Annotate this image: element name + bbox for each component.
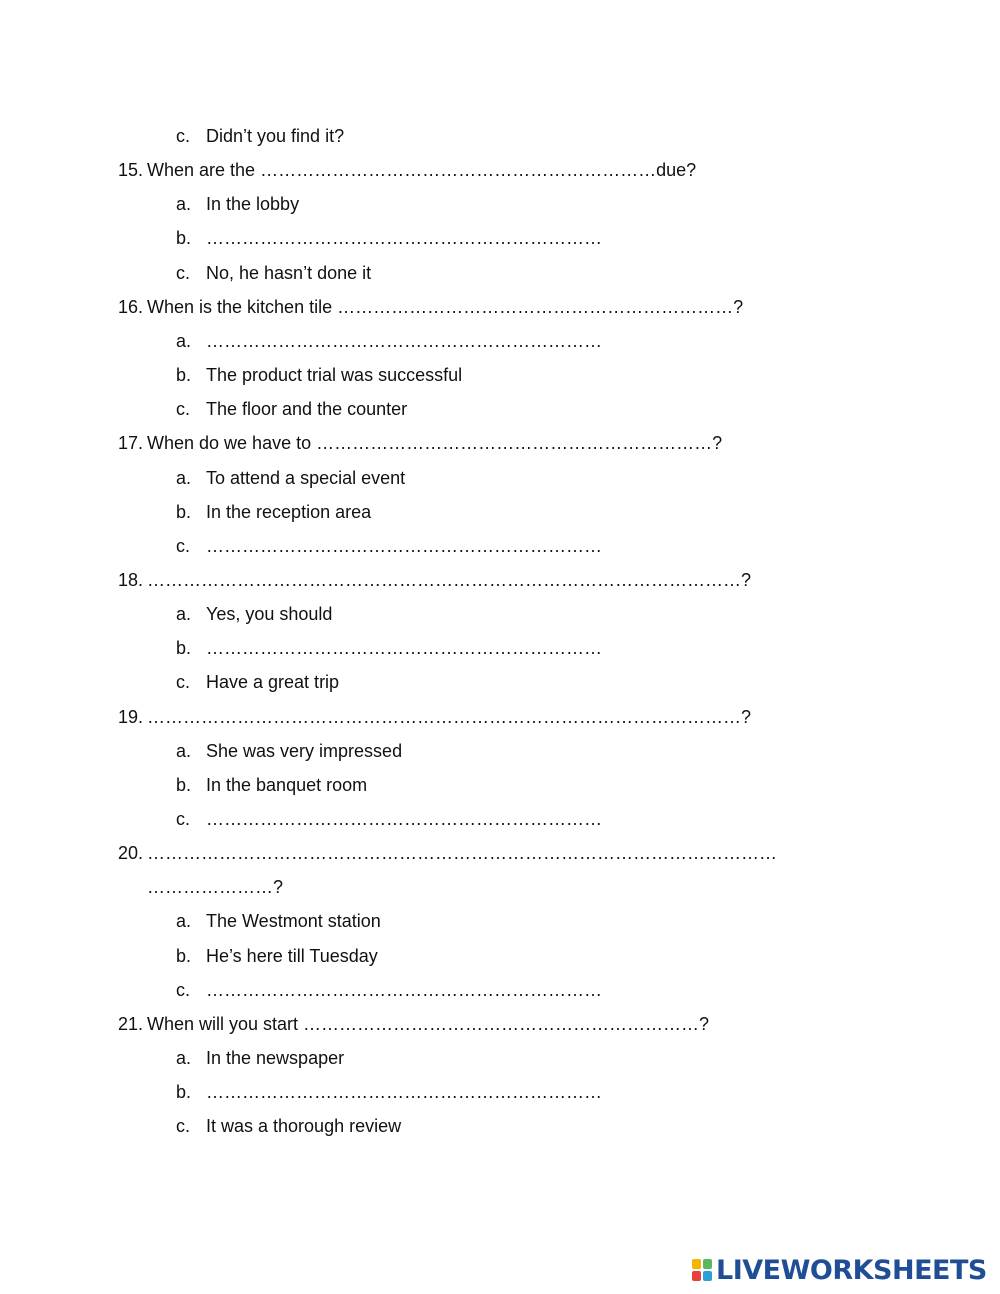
question-text: When will you start …………………………………………………………? bbox=[147, 1014, 710, 1034]
question-text: When is the kitchen tile …………………………………………………………? bbox=[147, 297, 744, 317]
question-text-continued: …………………? bbox=[147, 877, 284, 897]
option-text: ………………………………………………………… bbox=[206, 1082, 602, 1102]
option-letter: b. bbox=[176, 502, 192, 522]
option-letter: c. bbox=[176, 809, 191, 829]
option-letter: a. bbox=[176, 1048, 192, 1068]
option-text: ………………………………………………………… bbox=[206, 809, 602, 829]
answer-option bbox=[0, 364, 1000, 386]
logo-square-icon bbox=[692, 1259, 701, 1269]
answer-option bbox=[0, 262, 1000, 284]
option-text: ………………………………………………………… bbox=[206, 980, 602, 1000]
answer-option bbox=[0, 808, 1000, 830]
answer-option bbox=[0, 1081, 1000, 1103]
question-number: 16. bbox=[118, 297, 144, 317]
option-letter: b. bbox=[176, 365, 192, 385]
option-letter: a. bbox=[176, 331, 192, 351]
logo-square-icon bbox=[703, 1271, 712, 1281]
answer-option bbox=[0, 740, 1000, 762]
answer-option bbox=[0, 637, 1000, 659]
question-15 bbox=[0, 159, 1000, 181]
answer-option bbox=[0, 125, 1000, 147]
option-text: Yes, you should bbox=[206, 604, 333, 624]
option-text: ………………………………………………………… bbox=[206, 331, 602, 351]
answer-option bbox=[0, 945, 1000, 967]
answer-option bbox=[0, 193, 1000, 215]
question-20 bbox=[0, 842, 1000, 864]
question-number: 17. bbox=[118, 433, 144, 453]
logo-text: LIVEWORKSHEETS bbox=[716, 1254, 987, 1286]
question-text: …………………………………………………………………………………………… bbox=[147, 843, 777, 863]
answer-option bbox=[0, 603, 1000, 625]
liveworksheets-logo bbox=[692, 1255, 987, 1285]
option-text: It was a thorough review bbox=[206, 1116, 402, 1136]
answer-option bbox=[0, 1115, 1000, 1137]
question-text: ………………………………………………………………………………………? bbox=[147, 707, 752, 727]
option-letter: b. bbox=[176, 638, 192, 658]
option-letter: b. bbox=[176, 946, 192, 966]
question-19 bbox=[0, 706, 1000, 728]
answer-option bbox=[0, 1047, 1000, 1069]
option-letter: a. bbox=[176, 194, 192, 214]
option-letter: a. bbox=[176, 604, 192, 624]
liveworksheets-logo-icon bbox=[692, 1259, 712, 1281]
answer-option bbox=[0, 535, 1000, 557]
option-letter: b. bbox=[176, 228, 192, 248]
question-continuation bbox=[0, 876, 1000, 898]
option-letter: b. bbox=[176, 775, 192, 795]
option-letter: a. bbox=[176, 468, 192, 488]
question-16 bbox=[0, 296, 1000, 318]
option-text: In the banquet room bbox=[206, 775, 368, 795]
option-text: Have a great trip bbox=[206, 672, 340, 692]
option-letter: c. bbox=[176, 399, 191, 419]
option-letter: a. bbox=[176, 911, 192, 931]
question-number: 21. bbox=[118, 1014, 144, 1034]
option-letter: c. bbox=[176, 126, 191, 146]
answer-option bbox=[0, 467, 1000, 489]
option-text: She was very impressed bbox=[206, 741, 403, 761]
option-text: ………………………………………………………… bbox=[206, 536, 602, 556]
question-number: 15. bbox=[118, 160, 144, 180]
option-letter: c. bbox=[176, 536, 191, 556]
option-text: ………………………………………………………… bbox=[206, 638, 602, 658]
option-letter: c. bbox=[176, 1116, 191, 1136]
question-18 bbox=[0, 569, 1000, 591]
answer-option bbox=[0, 979, 1000, 1001]
option-text: ………………………………………………………… bbox=[206, 228, 602, 248]
logo-square-icon bbox=[703, 1259, 712, 1269]
answer-option bbox=[0, 774, 1000, 796]
option-text: No, he hasn’t done it bbox=[206, 263, 372, 283]
answer-option bbox=[0, 910, 1000, 932]
answer-option bbox=[0, 501, 1000, 523]
option-text: He’s here till Tuesday bbox=[206, 946, 378, 966]
option-text: In the newspaper bbox=[206, 1048, 345, 1068]
logo-square-icon bbox=[692, 1271, 701, 1281]
option-text: Didn’t you find it? bbox=[206, 126, 345, 146]
option-letter: c. bbox=[176, 263, 191, 283]
option-text: The product trial was successful bbox=[206, 365, 463, 385]
answer-option bbox=[0, 398, 1000, 420]
option-text: The floor and the counter bbox=[206, 399, 408, 419]
question-17 bbox=[0, 432, 1000, 454]
question-text: ………………………………………………………………………………………? bbox=[147, 570, 752, 590]
option-text: In the reception area bbox=[206, 502, 372, 522]
option-letter: a. bbox=[176, 741, 192, 761]
question-number: 18. bbox=[118, 570, 144, 590]
question-text: When do we have to …………………………………………………………? bbox=[147, 433, 723, 453]
option-text: In the lobby bbox=[206, 194, 300, 214]
question-text: When are the …………………………………………………………due? bbox=[147, 160, 697, 180]
option-letter: c. bbox=[176, 672, 191, 692]
answer-option bbox=[0, 671, 1000, 693]
answer-option bbox=[0, 227, 1000, 249]
question-21 bbox=[0, 1013, 1000, 1035]
option-text: To attend a special event bbox=[206, 468, 406, 488]
question-number: 19. bbox=[118, 707, 144, 727]
question-number: 20. bbox=[118, 843, 144, 863]
option-text: The Westmont station bbox=[206, 911, 381, 931]
answer-option bbox=[0, 330, 1000, 352]
option-letter: b. bbox=[176, 1082, 192, 1102]
option-letter: c. bbox=[176, 980, 191, 1000]
